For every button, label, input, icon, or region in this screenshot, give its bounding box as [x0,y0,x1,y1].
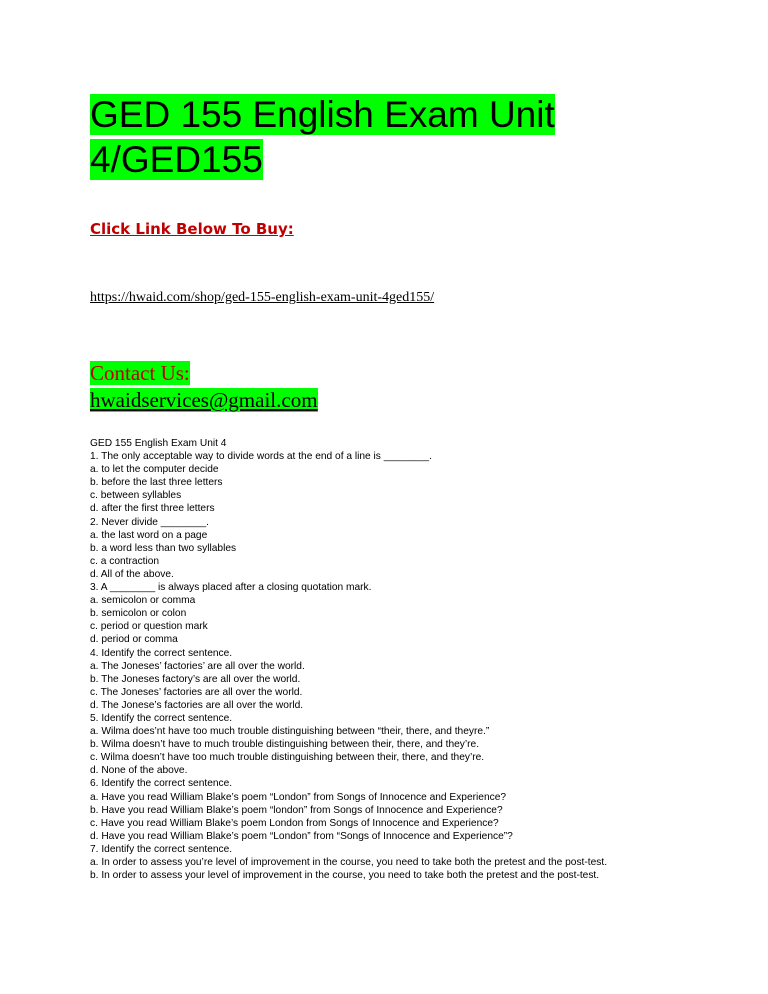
text-line: b. before the last three letters [90,477,223,489]
text-line: a. Wilma does’nt have too much trouble distinguishing between “their, there, and theyre.” [90,726,490,738]
text-line: d. Have you read William Blake’s poem “London” from “Songs of Innocence and Experience”? [90,830,513,842]
text-line: d. after the first three letters [90,503,215,515]
text-line: 5. Identify the correct sentence. [90,712,233,724]
text-line: d. None of the above. [90,765,188,777]
text-line: a. In order to assess you’re level of improvement in the course, you need to take both the pretest and the post-test. [90,857,608,868]
text-line: GED 155 English Exam Unit 4 [90,438,227,449]
text-line: 3. A ________ is always placed after a closing quotation mark. [90,582,372,594]
product-url-link[interactable]: https://hwaid.com/shop/ged-155-english-exam-unit-4ged155/ [90,290,435,305]
contact-block [90,360,318,414]
exam-questions [90,437,730,882]
text-line: a. Have you read William Blake’s poem “London” from Songs of Innocence and Experience? [90,791,507,803]
text-line: c. Have you read William Blake’s poem London from Songs of Innocence and Experience? [90,817,499,829]
text-line: b. Have you read William Blake’s poem “london” from Songs of Innocence and Experience? [90,804,503,816]
text-line: c. between syllables [90,490,182,502]
text-line: 1. The only acceptable way to divide words at the end of a line is ________. [90,451,432,463]
text-line: a. to let the computer decide [90,464,219,476]
text-line: b. a word less than two syllables [90,542,237,554]
text-line: a. The Joneses’ factories’ are all over the world. [90,660,305,672]
title-line-2: 4/GED155 [90,139,263,180]
text-line: b. In order to assess your level of improvement in the course, you need to take both the pretest and the post-test. [90,870,600,882]
text-line: b. semicolon or colon [90,608,187,620]
text-line: b. Wilma doesn’t have to much trouble distinguishing between their, there, and they’re. [90,739,480,751]
text-line: b. The Joneses factory’s are all over the world. [90,673,301,685]
title-line-1: GED 155 English Exam Unit [90,94,555,135]
text-line: c. The Joneses’ factories are all over the world. [90,686,303,698]
page-title [90,92,650,182]
text-line: c. Wilma doesn’t have too much trouble distinguishing between their, there, and they’re. [90,752,485,764]
text-line: c. a contraction [90,555,160,567]
buy-link-label: Click Link Below To Buy: [90,220,294,238]
text-line: 2. Never divide ________. [90,516,209,528]
text-line: d. All of the above. [90,568,174,580]
text-line: 7. Identify the correct sentence. [90,843,233,855]
text-line: a. semicolon or comma [90,595,196,607]
text-line: d. period or comma [90,634,178,646]
text-line: d. The Jonese’s factories are all over the world. [90,699,304,711]
text-line: a. the last word on a page [90,529,208,541]
contact-email-link[interactable]: hwaidservices@gmail.com [90,388,318,412]
text-line: c. period or question mark [90,621,208,633]
text-line: 6. Identify the correct sentence. [90,778,233,790]
contact-label: Contact Us: [90,361,190,385]
text-line: 4. Identify the correct sentence. [90,647,233,659]
